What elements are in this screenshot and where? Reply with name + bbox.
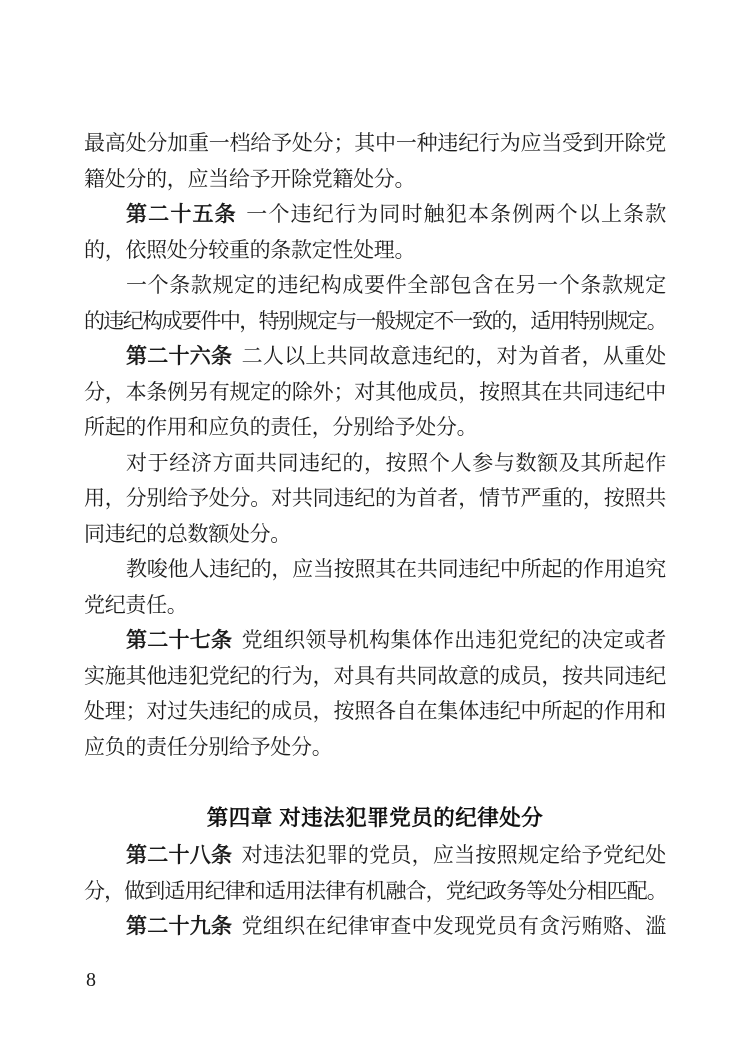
text-line: 对于经济方面共同违纪的，按照个人参与数额及其所起作 (126, 450, 666, 475)
text-line: 第二十七条 党组织领导机构集体作出违犯党纪的决定或者 (126, 628, 667, 652)
article-number: 第二十六条 (126, 344, 233, 368)
text-line: 的，依照处分较重的条款定性处理。 (84, 237, 416, 262)
text-line: 分，做到适用纪律和适用法律有机融合，党纪政务等处分相匹配。 (84, 878, 666, 903)
article-number: 第二十五条 (126, 202, 237, 226)
text-line: 第二十九条 党组织在纪律审查中发现党员有贪污贿赂、滥 (126, 914, 667, 938)
page-number: 8 (86, 969, 96, 991)
text-line: 分，本条例另有规定的除外；对其他成员，按照其在共同违纪中 (84, 379, 666, 404)
text-line: 教唆他人违纪的，应当按照其在共同违纪中所起的作用追究 (126, 557, 666, 581)
text-line: 所起的作用和应负的责任，分别给予处分。 (84, 415, 478, 439)
text-line: 实施其他违犯党纪的行为，对具有共同故意的成员，按共同违纪 (84, 663, 666, 688)
chapter-heading: 第四章 对违法犯罪党员的纪律处分 (206, 806, 544, 830)
text-line: 应负的责任分别给予处分。 (84, 734, 333, 759)
text-line: 同违纪的总数额处分。 (84, 521, 291, 546)
article-number: 第二十八条 (126, 843, 233, 867)
text-line: 籍处分的，应当给予开除党籍处分。 (84, 166, 416, 191)
text-line: 第二十八条 对违法犯罪的党员，应当按照规定给予党纪处 (126, 843, 667, 867)
article-number: 第二十九条 (126, 914, 233, 938)
text-line: 最高处分加重一档给予处分；其中一种违纪行为应当受到开除党 (84, 131, 666, 155)
text-line: 第二十五条 一个违纪行为同时触犯本条例两个以上条款 (126, 202, 666, 226)
text-line: 一个条款规定的违纪构成要件全部包含在另一个条款规定 (126, 273, 666, 297)
text-line: 党纪责任。 (84, 592, 188, 617)
document-body (84, 126, 666, 945)
text-line: 第二十六条 二人以上共同故意违纪的，对为首者，从重处 (126, 344, 667, 368)
article-number: 第二十七条 (126, 628, 233, 652)
text-line: 处理；对过失违纪的成员，按照各自在集体违纪中所起的作用和 (84, 699, 666, 723)
text-line: 用，分别给予处分。对共同违纪的为首者，情节严重的，按照共 (84, 486, 666, 510)
text-line: 的违纪构成要件中，特别规定与一般规定不一致的，适用特别规定。 (84, 308, 666, 333)
